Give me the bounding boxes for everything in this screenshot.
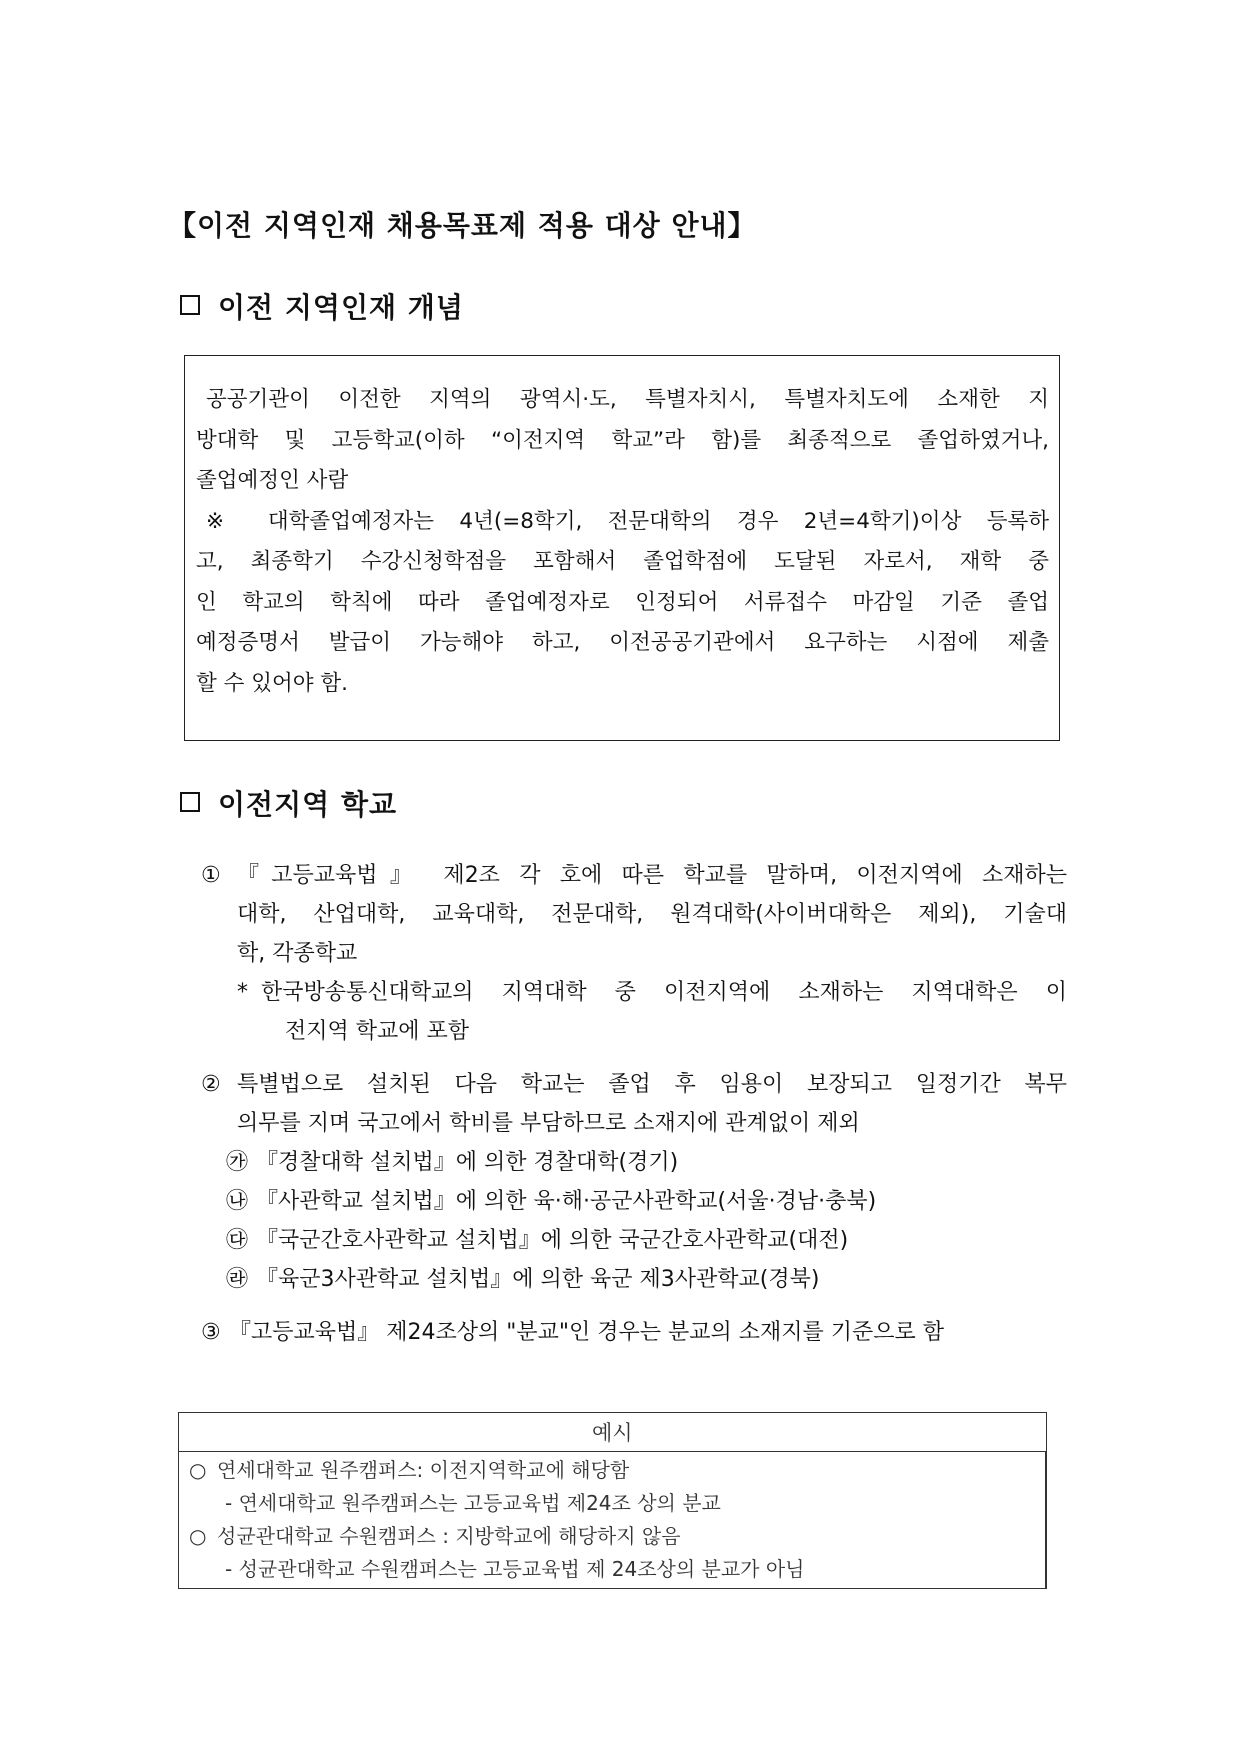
item-line: 『고등교육법』 제2조 각 호에 따른 학교를 말하며, 이전지역에 소재하는 bbox=[237, 863, 1067, 888]
schools-list bbox=[201, 856, 1067, 1352]
example-row bbox=[189, 1520, 1035, 1553]
circle-bullet-icon: ○ bbox=[189, 1458, 207, 1482]
concept-note-line: ※ 대학졸업예정자는 4년(=8학기, 전문대학의 경우 2년=4학기)이상 등록하 bbox=[206, 508, 1049, 534]
sub-marker: ㉰ bbox=[226, 1228, 249, 1253]
note-marker: * bbox=[237, 980, 248, 1005]
example-text: 연세대학교 원주캠퍼스: 이전지역학교에 해당함 bbox=[217, 1458, 630, 1482]
circle-bullet-icon: ○ bbox=[189, 1524, 207, 1548]
item-marker: ② bbox=[201, 1072, 221, 1097]
item-line: 학, 각종학교 bbox=[237, 941, 358, 966]
item-line: 특별법으로 설치된 다음 학교는 졸업 후 임용이 보장되고 일정기간 복무 bbox=[237, 1072, 1067, 1097]
item-line: 의무를 지며 국고에서 학비를 부담하므로 소재지에 관계없이 제외 bbox=[237, 1111, 860, 1136]
item-marker: ① bbox=[201, 863, 221, 888]
section-heading-schools-text: 이전지역 학교 bbox=[218, 788, 398, 821]
sub-text: 『경찰대학 설치법』에 의한 경찰대학(경기) bbox=[256, 1150, 679, 1175]
section-heading-concept-text: 이전 지역인재 개념 bbox=[218, 291, 464, 324]
sub-text: 『국군간호사관학교 설치법』에 의한 국군간호사관학교(대전) bbox=[256, 1228, 849, 1253]
list-item bbox=[201, 1065, 1067, 1143]
sub-item bbox=[226, 1260, 1067, 1299]
concept-line: 방대학 및 고등학교(이하 “이전지역 학교”라 함)를 최종적으로 졸업하였거나, bbox=[196, 427, 1049, 453]
sub-text: 『육군3사관학교 설치법』에 의한 육군 제3사관학교(경북) bbox=[256, 1267, 820, 1292]
sub-list bbox=[226, 1143, 1067, 1299]
sub-text: 『사관학교 설치법』에 의한 육·해·공군사관학교(서울·경남·충북) bbox=[256, 1189, 877, 1214]
list-item bbox=[201, 1313, 1067, 1352]
section-heading-concept bbox=[180, 286, 464, 326]
concept-note-line: 고, 최종학기 수강신청학점을 포함해서 졸업학점에 도달된 자로서, 재학 중 bbox=[196, 549, 1049, 574]
list-item bbox=[201, 856, 1067, 973]
example-row bbox=[189, 1454, 1035, 1487]
sub-marker: ㉯ bbox=[226, 1189, 249, 1214]
concept-note-line: 인 학교의 학칙에 따라 졸업예정자로 인정되어 서류접수 마감일 기준 졸업 bbox=[196, 589, 1049, 615]
concept-line: 졸업예정인 사람 bbox=[196, 468, 349, 493]
concept-box bbox=[184, 355, 1060, 741]
sub-item bbox=[226, 1143, 1067, 1182]
document-title: 【이전 지역인재 채용목표제 적용 대상 안내】 bbox=[168, 209, 757, 242]
item-marker: ③ bbox=[201, 1320, 221, 1345]
example-text: 성균관대학교 수원캠퍼스 : 지방학교에 해당하지 않음 bbox=[217, 1524, 681, 1548]
example-sub-row: - 성균관대학교 수원캠퍼스는 고등교육법 제 24조상의 분교가 아님 bbox=[225, 1557, 805, 1581]
item-line: 『고등교육법』 제24조상의 "분교"인 경우는 분교의 소재지를 기준으로 함 bbox=[229, 1320, 944, 1345]
sub-marker: ㉱ bbox=[226, 1267, 249, 1292]
example-table bbox=[178, 1412, 1047, 1589]
note-line: 한국방송통신대학교의 지역대학 중 이전지역에 소재하는 지역대학은 이 bbox=[261, 980, 1067, 1005]
sub-marker: ㉮ bbox=[226, 1150, 249, 1175]
example-header: 예시 bbox=[179, 1413, 1047, 1452]
item-line: 대학, 산업대학, 교육대학, 전문대학, 원격대학(사이버대학은 제외), 기술대 bbox=[237, 902, 1067, 927]
example-sub-row: - 연세대학교 원주캠퍼스는 고등교육법 제24조 상의 분교 bbox=[225, 1491, 721, 1515]
item-note bbox=[237, 973, 1067, 1051]
section-heading-schools bbox=[180, 783, 397, 823]
example-body bbox=[179, 1452, 1047, 1589]
concept-line: 공공기관이 이전한 지역의 광역시·도, 특별자치시, 특별자치도에 소재한 지 bbox=[206, 387, 1049, 412]
concept-note-line: 예정증명서 발급이 가능해야 하고, 이전공공기관에서 요구하는 시점에 제출 bbox=[196, 630, 1049, 655]
sub-item bbox=[226, 1182, 1067, 1221]
concept-note-line: 할 수 있어야 함. bbox=[196, 670, 348, 696]
checkbox-icon bbox=[180, 295, 200, 315]
checkbox-icon bbox=[180, 792, 200, 812]
sub-item bbox=[226, 1221, 1067, 1260]
note-line: 전지역 학교에 포함 bbox=[285, 1019, 470, 1044]
